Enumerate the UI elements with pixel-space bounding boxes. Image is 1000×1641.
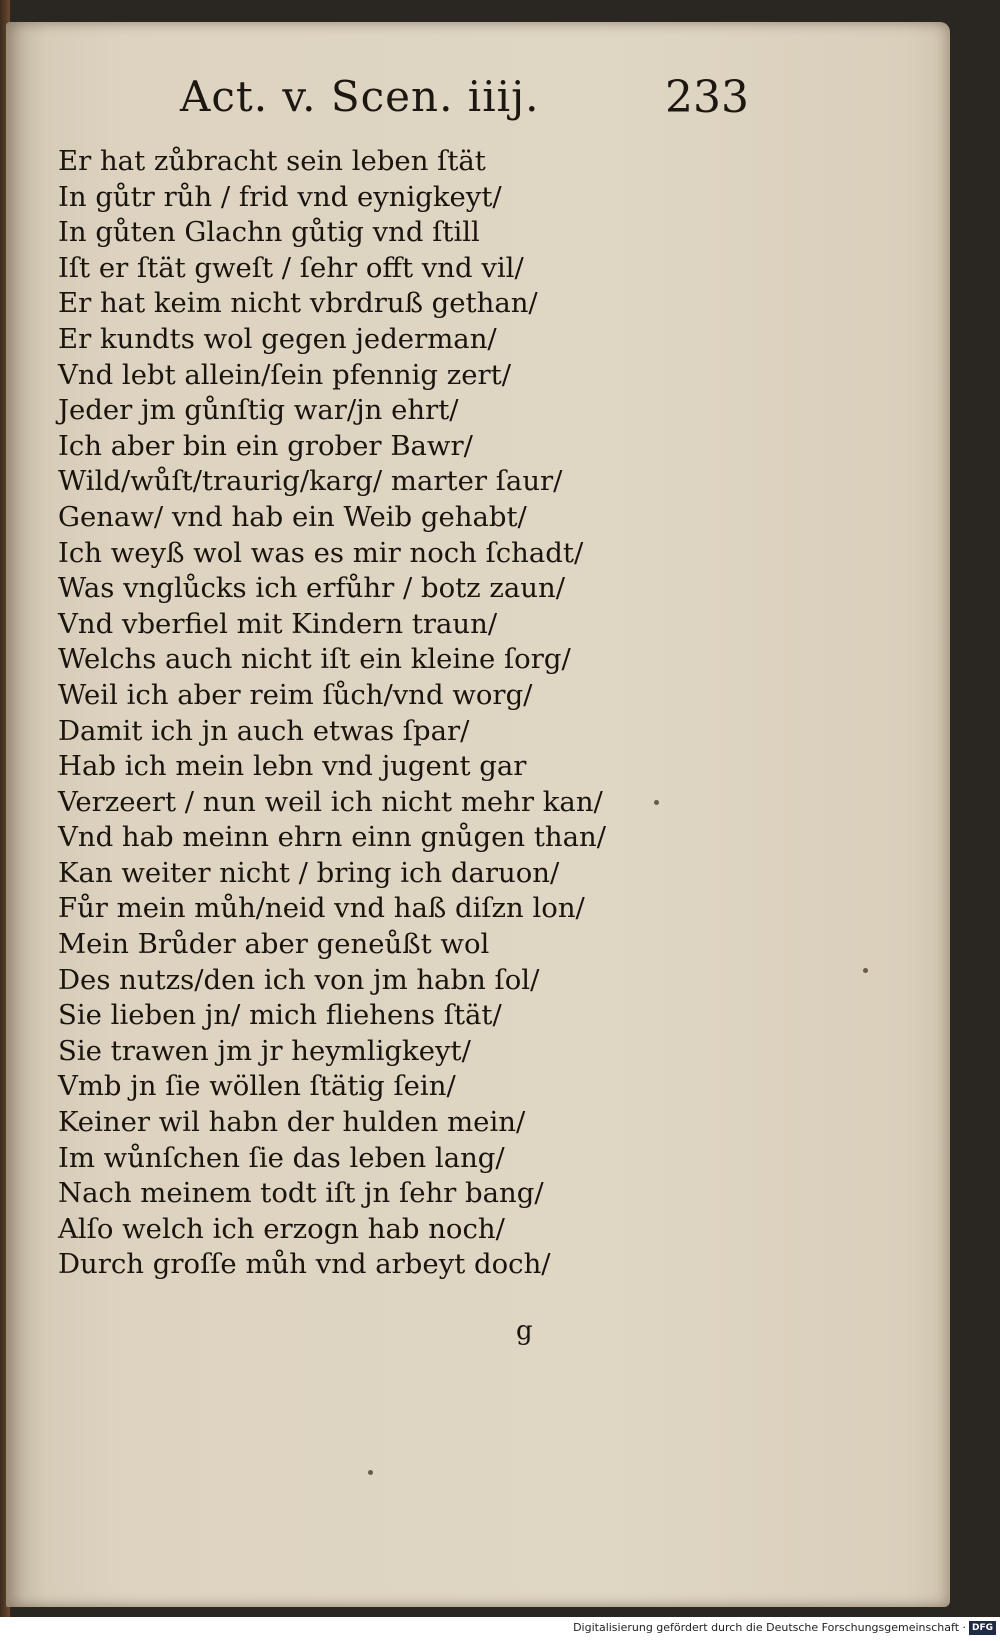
catchword: g	[516, 1316, 533, 1346]
verse-line: Kan weiter nicht / bring ich daruon/	[58, 856, 560, 889]
verse-line: Durch groſſe můh vnd arbeyt doch/	[58, 1248, 551, 1281]
verse-line: Vnd lebt allein/ſein pfennig zert/	[58, 358, 511, 391]
verse-line: Vnd vberfiel mit Kindern traun/	[58, 607, 498, 640]
verse-line: Genaw/ vnd hab ein Weib gehabt/	[58, 500, 527, 533]
verse-line: Hab ich mein lebn vnd jugent gar	[58, 750, 527, 783]
verse-line: Welchs auch nicht iſt ein kleine ſorg/	[58, 643, 571, 676]
verse-line: In gůten Glachn gůtig vnd ſtill	[58, 216, 480, 249]
funding-credit: Digitalisierung gefördert durch die Deutsche Forschungsgemeinschaft ·	[573, 1621, 966, 1634]
verse-line: Vnd hab meinn ehrn einn gnůgen than/	[58, 821, 606, 854]
verse-line: Ich weyß wol was es mir noch ſchadt/	[58, 536, 584, 569]
verse-line: Sie trawen jm jr heymligkeyt/	[58, 1034, 471, 1067]
verse-line: Er kundts wol gegen jederman/	[58, 322, 497, 355]
dfg-logo: DFG	[969, 1621, 996, 1635]
verse-line: Weil ich aber reim ſůch/vnd worg/	[58, 678, 533, 711]
verse-line: Nach meinem todt iſt jn ſehr bang/	[58, 1177, 544, 1210]
verse-line: In gůtr růh / frid vnd eynigkeyt/	[58, 180, 502, 213]
verse-line: Er hat keim nicht vbrdruß gethan/	[58, 287, 538, 320]
verse-line: Was vnglůcks ich erfůhr / botz zaun/	[58, 572, 565, 605]
running-head: Act. v. Scen. iiij.	[180, 72, 540, 121]
verse-text	[58, 144, 658, 1283]
paper-speck	[863, 968, 868, 973]
verse-line: Mein Brůder aber geneůßt wol	[58, 928, 490, 961]
verse-line: Jeder jm gůnſtig war/jn ehrt/	[58, 394, 459, 427]
footer-bar	[0, 1617, 1000, 1641]
verse-line: Keiner wil habn der hulden mein/	[58, 1106, 526, 1139]
verse-line: Iſt er ſtät gweſt / ſehr offt vnd vil/	[58, 251, 524, 284]
verse-line: Im wůnſchen ſie das leben lang/	[58, 1141, 505, 1174]
verse-line: Ich aber bin ein grober Bawr/	[58, 429, 473, 462]
verse-line: Des nutzs/den ich von jm habn ſol/	[58, 963, 540, 996]
verse-line: Wild/wůſt/traurig/karg/ marter ſaur/	[58, 465, 563, 498]
verse-line: Vmb jn ſie wöllen ſtätig ſein/	[58, 1070, 456, 1103]
page-number: 233	[665, 72, 749, 123]
page-header	[180, 72, 749, 132]
verse-line: Alſo welch ich erzogn hab noch/	[58, 1212, 505, 1245]
verse-line: Verzeert / nun weil ich nicht mehr kan/	[58, 785, 603, 818]
verse-line: Fůr mein můh/neid vnd haß diſzn lon/	[58, 892, 585, 925]
verse-line: Damit ich jn auch etwas ſpar/	[58, 714, 470, 747]
paper-speck	[368, 1470, 373, 1475]
verse-line: Er hat zůbracht sein leben ſtät	[58, 145, 486, 177]
verse-line: Sie lieben jn/ mich fliehens ſtät/	[58, 999, 502, 1032]
